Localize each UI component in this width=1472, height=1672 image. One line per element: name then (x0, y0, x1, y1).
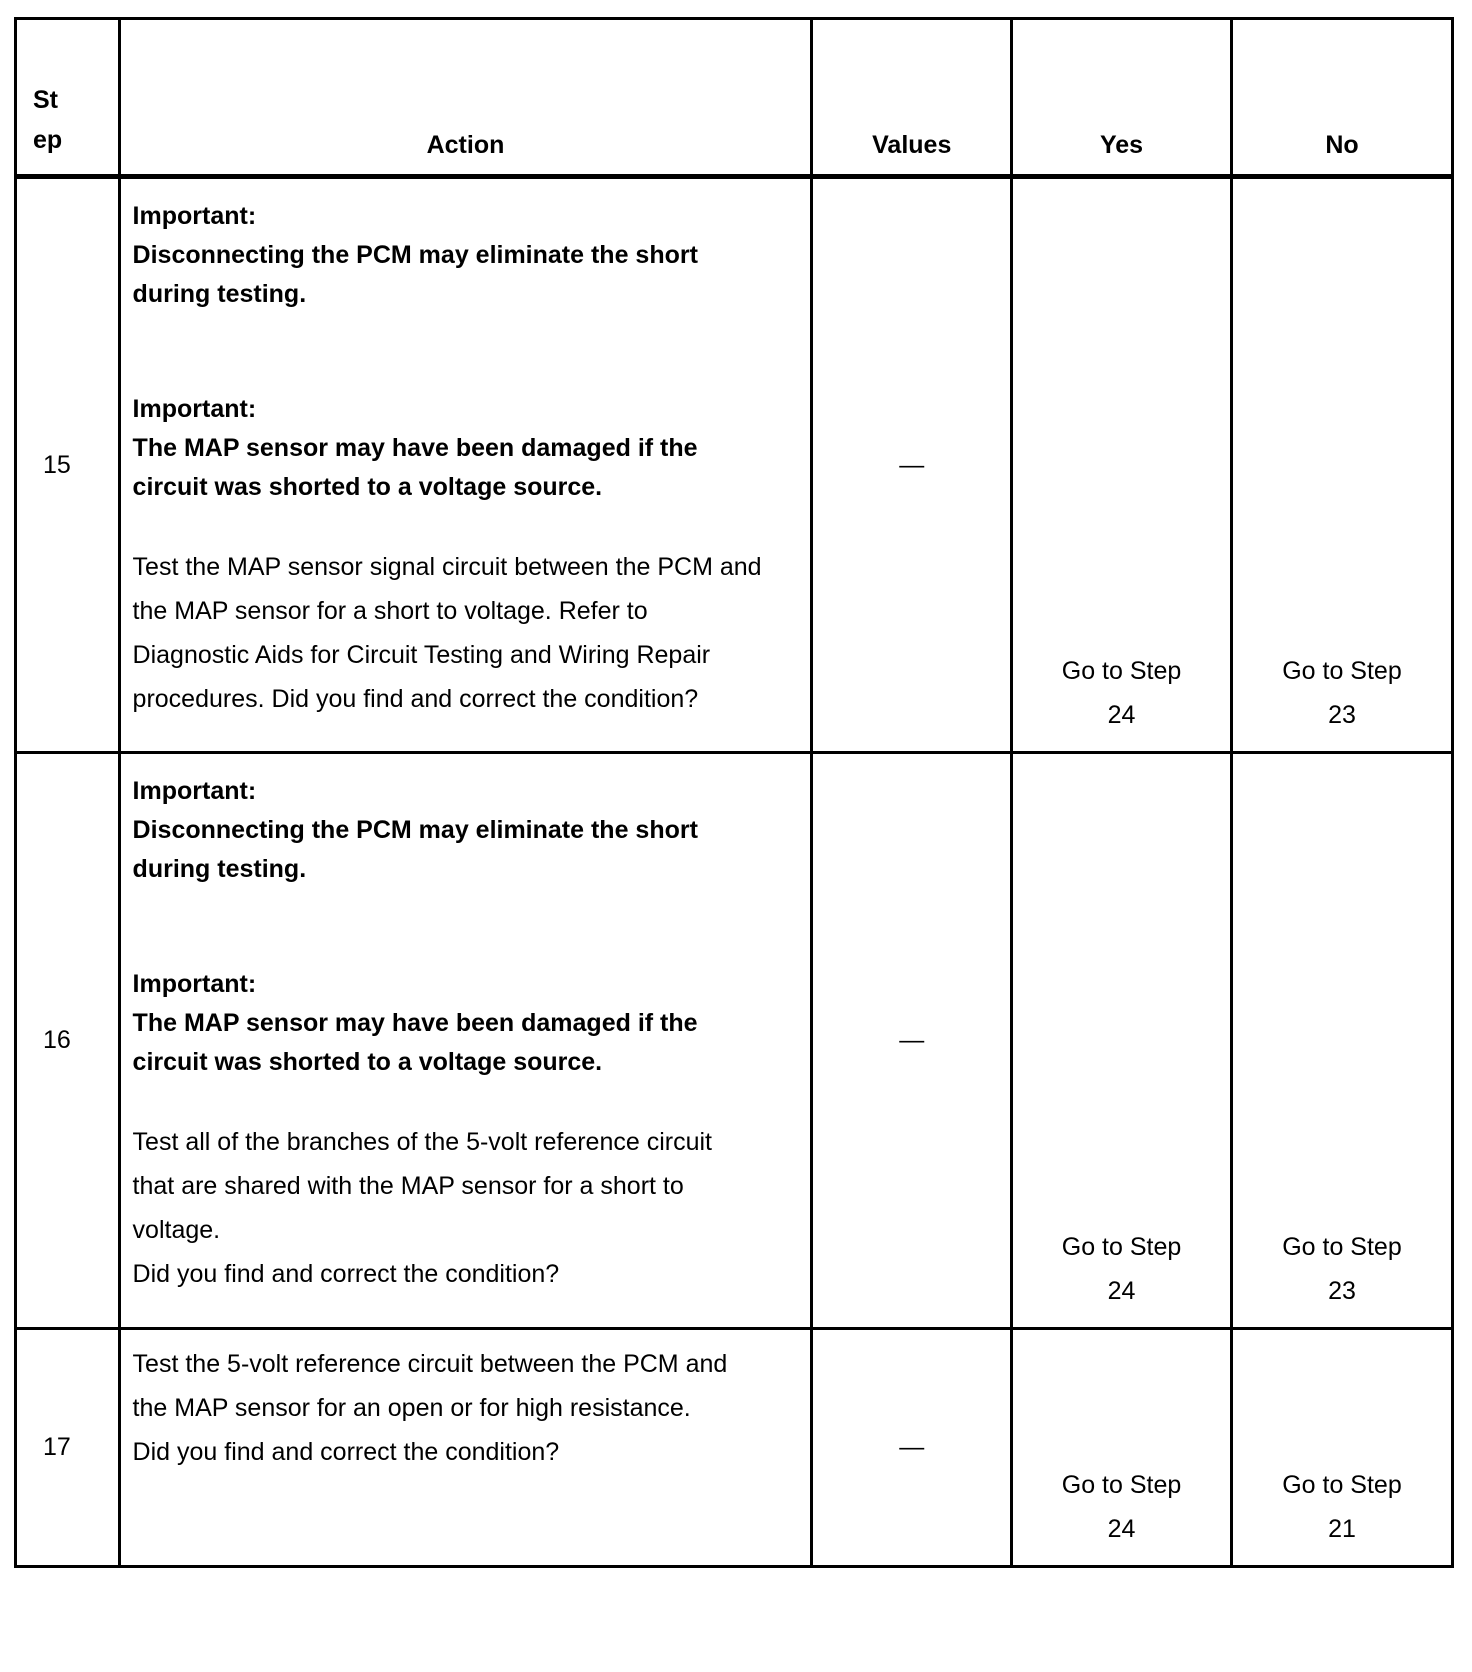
no-goto-label: Go to Step (1282, 657, 1402, 685)
important-title: Important: (132, 777, 257, 805)
yes-header: Yes (1012, 19, 1232, 177)
yes-cell (1012, 1329, 1232, 1567)
action-question: Did you find and correct the condition? (132, 1260, 560, 1288)
action-text: Test all of the branches of the 5-volt reference circuit that are shared with the MAP sensor for a short to voltage. (132, 1128, 713, 1244)
values-header: Values (812, 19, 1012, 177)
step-number: 17 (16, 1329, 120, 1567)
no-goto-label: Go to Step (1282, 1471, 1402, 1499)
header-row (16, 19, 1453, 177)
yes-cell (1012, 177, 1232, 753)
step-number: 15 (16, 177, 120, 753)
values-cell: — (812, 177, 1012, 753)
table-row (16, 177, 1453, 753)
table-row (16, 753, 1453, 1329)
step-number: 16 (16, 753, 120, 1329)
important-text: Disconnecting the PCM may eliminate the short during testing. (132, 241, 698, 308)
no-goto-step: 21 (1328, 1515, 1356, 1543)
action-cell (119, 753, 812, 1329)
action-header: Action (119, 19, 812, 177)
no-cell (1231, 1329, 1452, 1567)
step-header (16, 19, 120, 177)
action-text: Test the MAP sensor signal circuit between the PCM and the MAP sensor for a short to voltage. Refer to Diagnostic Aids for Circuit Testing and Wiring Repair procedures. Did you find and correct the condition? (132, 553, 762, 713)
step-header-line2: ep (33, 126, 63, 154)
step-header-line1: St (33, 86, 58, 114)
action-text: Test the 5-volt reference circuit between the PCM and the MAP sensor for an open or for high resistance. (132, 1350, 728, 1422)
important-note (133, 965, 799, 1082)
values-cell: — (812, 1329, 1012, 1567)
yes-goto-label: Go to Step (1061, 657, 1182, 685)
important-text: Disconnecting the PCM may eliminate the short during testing. (132, 816, 698, 883)
important-title: Important: (132, 395, 257, 423)
yes-goto-step: 24 (1107, 701, 1136, 729)
important-note (133, 772, 799, 889)
table-row (16, 1329, 1453, 1567)
yes-goto-step: 24 (1107, 1277, 1136, 1305)
important-text: The MAP sensor may have been damaged if the circuit was shorted to a voltage source. (132, 1009, 698, 1076)
important-text: The MAP sensor may have been damaged if the circuit was shorted to a voltage source. (132, 434, 698, 501)
action-question: Did you find and correct the condition? (132, 1438, 560, 1466)
values-cell: — (812, 753, 1012, 1329)
yes-goto-label: Go to Step (1061, 1471, 1182, 1499)
no-goto-step: 23 (1328, 1277, 1356, 1305)
no-goto-step: 23 (1328, 701, 1356, 729)
important-note (133, 390, 799, 507)
no-cell (1231, 753, 1452, 1329)
important-title: Important: (132, 970, 257, 998)
yes-cell (1012, 753, 1232, 1329)
action-cell (119, 177, 812, 753)
yes-goto-label: Go to Step (1061, 1233, 1182, 1261)
important-title: Important: (132, 202, 257, 230)
diagnostic-table (14, 17, 1454, 1568)
no-goto-label: Go to Step (1282, 1233, 1402, 1261)
no-header: No (1231, 19, 1452, 177)
yes-goto-step: 24 (1107, 1515, 1136, 1543)
action-cell (119, 1329, 812, 1567)
no-cell (1231, 177, 1452, 753)
important-note (133, 197, 799, 314)
